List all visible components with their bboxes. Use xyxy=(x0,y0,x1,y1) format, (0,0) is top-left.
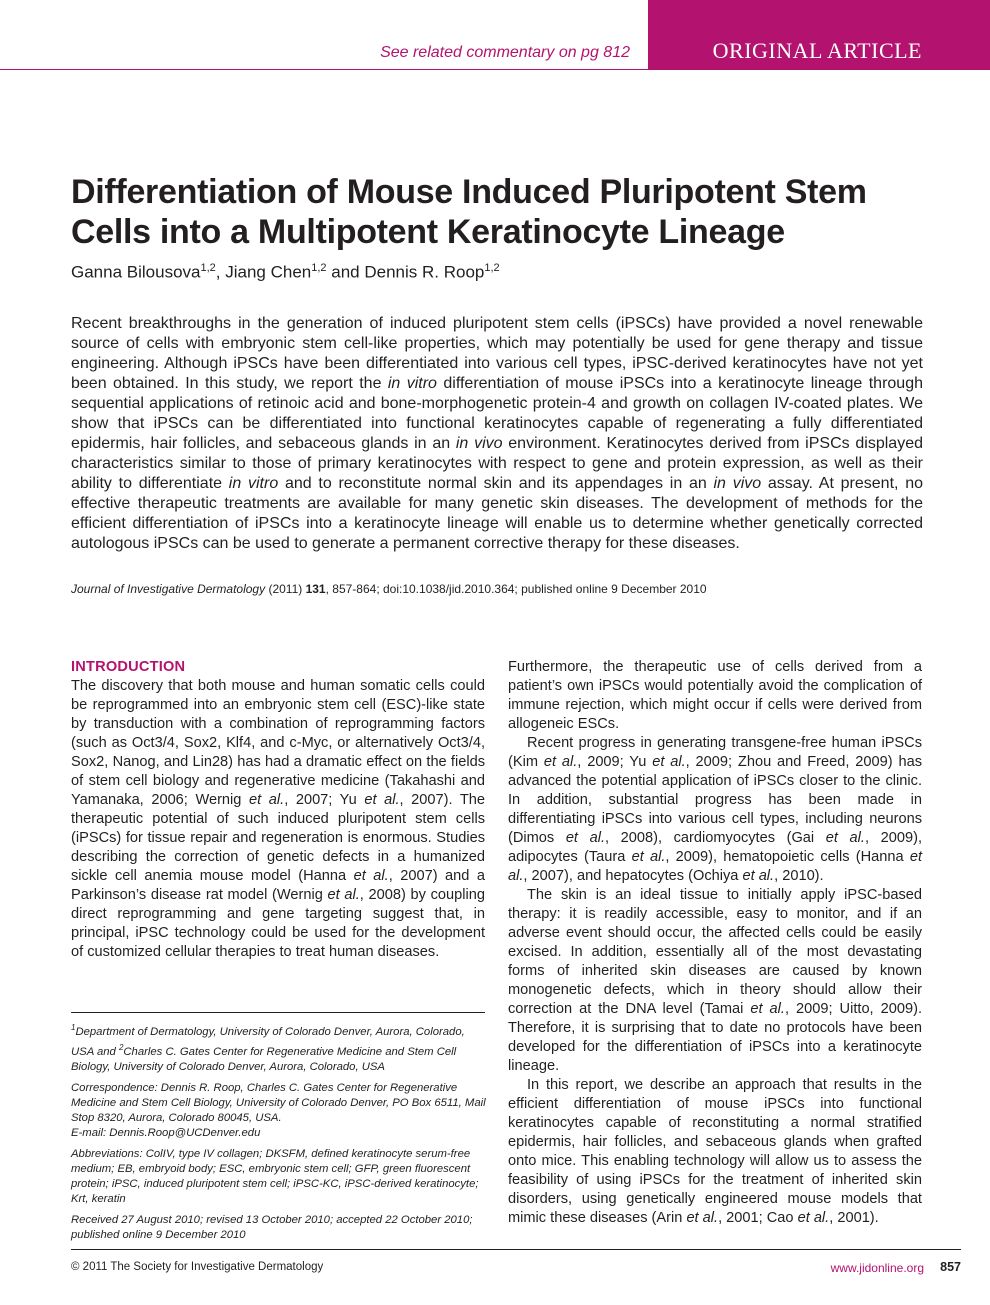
citation-line xyxy=(71,582,923,596)
italic-text: et al. xyxy=(631,849,666,865)
author-name: Ganna Bilousova xyxy=(71,262,201,282)
italic-text: et al. xyxy=(364,792,400,808)
text-run: , 2007; Yu xyxy=(284,792,365,808)
text-run: Recent progress in generating transgene-free human iPSCs (Kim xyxy=(508,735,922,770)
body-paragraph xyxy=(508,658,922,734)
footnote-rule xyxy=(71,1012,485,1013)
text-run: The skin is an ideal tissue to initially apply iPSC-based therapy: it is readily accessible, easy to monitor, and if an adverse event should occur, the affected cells could be easily excised. In addition, essentially all of the most devastating forms of inherited skin diseases are caused by known monogenetic defects, which in theory should allow their correction at the DNA level (Tamai xyxy=(508,887,922,1017)
journal-name: Journal of Investigative Dermatology xyxy=(71,582,266,596)
italic-text: in vivo xyxy=(455,435,503,452)
text-run: , 2001). xyxy=(829,1210,879,1226)
text-run: , 2007). The therapeutic potential of such induced pluripotent stem cells (iPSCs) for tissue repair and regeneration is enormous. Studies describing the correction of genetic defects in a humanized sickle cell anemia mouse model (Hanna xyxy=(71,792,486,884)
article-title: Differentiation of Mouse Induced Pluripotent Stem Cells into a Multipotent Keratinocyte Lineage xyxy=(71,173,867,251)
text-run: , 2008), cardiomyocytes (Gai xyxy=(605,830,826,846)
footnote-affiliations xyxy=(71,1020,489,1075)
italic-text: et al. xyxy=(249,792,285,808)
text-run: Recent breakthroughs in the generation of induced pluripotent stem cells (iPSCs) have provided a novel renewable source of cells with embryonic stem cell-like properties, which may potentially be used for gene therapy and tissue engineering. Although iPSCs have been differentiated into various cell types, iPSC-derived keratinocytes have not yet been obtained. In this study, we report the xyxy=(71,315,923,392)
footnote-received: Received 27 August 2010; revised 13 October 2010; accepted 22 October 2010; published online 9 December 2010 xyxy=(71,1213,473,1241)
footnote-correspondence xyxy=(71,1081,489,1141)
italic-text: et al. xyxy=(742,868,775,884)
section-heading-introduction: INTRODUCTION xyxy=(71,659,186,675)
italic-text: et al. xyxy=(652,754,686,770)
italic-text: et al. xyxy=(686,1210,719,1226)
body-paragraph xyxy=(508,886,922,1076)
author-affiliation-marker: 1,2 xyxy=(200,262,216,274)
affiliation-marker: 2 xyxy=(118,1042,124,1052)
italic-text: et al. xyxy=(353,868,389,884)
copyright: © 2011 The Society for Investigative Dermatology xyxy=(71,1261,324,1273)
text-run: , 2009), hematopoietic cells (Hanna xyxy=(665,849,910,865)
text-run: assay. At present, no effective therapeutic treatments are available for many genetic skin diseases. The development of methods for the efficient differentiation of iPSCs into a keratinocyte lineage will enable us to determine whether genetically corrected autologous iPSCs can be used to generate a permanent corrective therapy for these diseases. xyxy=(71,475,924,552)
author-separator: and xyxy=(326,262,365,282)
text-run: , 2008) by coupling direct reprogramming and gene targeting suggest that, in principal, iPSC technology could be used for the development of customized cellular therapies to treat human diseases. xyxy=(71,887,485,960)
body-paragraph xyxy=(508,734,922,886)
italic-text: in vitro xyxy=(228,475,279,492)
author-name: Dennis R. Roop xyxy=(364,262,485,282)
text-run: , 2009; Yu xyxy=(577,754,653,770)
text-run: , 2009), adipocytes (Taura xyxy=(508,830,922,865)
text-run: , 2007), and hepatocytes (Ochiya xyxy=(523,868,743,884)
text-run: , 2001; Cao xyxy=(718,1210,798,1226)
footnotes xyxy=(71,1020,489,1249)
page-number: 857 xyxy=(940,1260,961,1274)
italic-text: et al. xyxy=(508,849,923,884)
affiliation-text: Department of Dermatology, University of Colorado Denver, Aurora, Colorado, USA and xyxy=(71,1025,465,1058)
text-run: environment. Keratinocytes derived from iPSCs displayed characteristics similar to those of primary keratinocytes with respect to gene and protein expression, as well as their ability to differentiate xyxy=(71,435,923,492)
author-separator: , xyxy=(215,262,226,282)
text-run: The discovery that both mouse and human somatic cells could be reprogrammed into an embryonic stem cell (ESC)-like state by transduction with a combination of reprogramming factors (such as Oct3/4, Sox2, Klf4, and c-Myc, or alternatively Oct3/4, Sox2, Nanog, and Lin28) has had a dramatic effect on the fields of stem cell biology and regenerative medicine (Takahashi and Yamanaka, 2006; Wernig xyxy=(71,678,485,808)
author-affiliation-marker: 1,2 xyxy=(484,262,500,274)
italic-text: et al. xyxy=(797,1210,830,1226)
author-affiliation-marker: 1,2 xyxy=(311,262,327,274)
italic-text: in vitro xyxy=(387,375,437,392)
article-type-label: ORIGINAL ARTICLE xyxy=(712,38,922,63)
text-run: , 2010). xyxy=(774,868,824,884)
footnote-abbreviations: Abbreviations: ColIV, type IV collagen; DKSFM, defined keratinocyte serum-free medium; EB, embryoid body; ESC, embryonic stem cell; GFP, green fluorescent protein; iPSC, induced pluripotent stem cell; iPSC-KC, iPSC-derived keratinocyte; Krt, keratin xyxy=(71,1147,479,1205)
text-run: Furthermore, the therapeutic use of cells derived from a patient’s own iPSCs would potentially avoid the complication of immune rejection, which might occur if cells were derived from allogeneic ESCs. xyxy=(508,659,922,732)
affiliation-marker: 1 xyxy=(71,1023,76,1032)
body-paragraph xyxy=(71,677,485,962)
author-list xyxy=(71,262,931,283)
italic-text: et al. xyxy=(565,830,605,846)
text-run: , 2009; Zhou and Freed, 2009) has advanced the potential application of iPSCs closer to the clinic. In addition, substantial progress has been made in differentiating iPSCs into various cell types, including neurons (Dimos xyxy=(508,754,922,846)
text-run: , 2007) and a Parkinson’s disease rat model (Wernig xyxy=(71,868,485,903)
text-run: , 2009; Uitto, 2009). Therefore, it is surprising that to date no protocols have been developed for the differentiation of iPSCs into a keratinocyte lineage. xyxy=(508,1001,922,1074)
abstract xyxy=(71,314,923,554)
email-link[interactable]: E-mail: Dennis.Roop@UCDenver.edu xyxy=(71,1126,261,1139)
text-run: In this report, we describe an approach that results in the efficient differentiation of mouse iPSCs into functional keratinocytes capable of reconstituting a normal stratified epidermis, hair follicles, and sebaceous glands when grafted onto mice. This enabling technology will allow us to assess the feasibility of using iPSCs for the treatment of inherited skin disorders, using genetically engineered mouse models that mimic these diseases (Arin xyxy=(508,1077,922,1226)
related-commentary-link[interactable]: See related commentary on pg 812 xyxy=(380,44,630,61)
correspondence-text: Correspondence: Dennis R. Roop, Charles C. Gates Center for Regenerative Medicine and Stem Cell Biology, University of Colorado Denver, PO Box 6511, Mail Stop 8320, Aurora, Colorado 80045, USA. xyxy=(71,1081,486,1124)
italic-text: et al. xyxy=(750,1001,785,1017)
italic-text: et al. xyxy=(543,754,578,770)
author-name: Jiang Chen xyxy=(225,262,312,282)
citation-year: (2011) xyxy=(265,582,306,596)
italic-text: in vivo xyxy=(713,475,762,492)
body-paragraph xyxy=(508,1076,922,1228)
right-column xyxy=(508,658,922,1228)
left-column xyxy=(71,658,485,962)
footer-rule xyxy=(71,1249,961,1250)
affiliation-text: Charles C. Gates Center for Regenerative Medicine and Stem Cell Biology, University of Colorado Denver, Aurora, Colorado, USA xyxy=(71,1045,457,1073)
text-run: and to reconstitute normal skin and its appendages in an xyxy=(278,475,714,492)
italic-text: et al. xyxy=(825,830,865,846)
journal-url-link[interactable]: www.jidonline.org xyxy=(830,1261,924,1275)
italic-text: et al. xyxy=(327,887,360,903)
text-run: differentiation of mouse iPSCs into a keratinocyte lineage through sequential applications of retinoic acid and bone-morphogenetic protein-4 and growth on collagen IV-coated plates. We show that iPSCs can be differentiated into functional keratinocytes capable of regenerating a fully differentiated epidermis, hair follicles, and sebaceous glands in an xyxy=(71,375,924,452)
article-type-badge xyxy=(648,0,990,70)
citation-volume: 131 xyxy=(305,582,326,596)
citation-details: , 857-864; doi:10.1038/jid.2010.364; published online 9 December 2010 xyxy=(325,582,707,596)
